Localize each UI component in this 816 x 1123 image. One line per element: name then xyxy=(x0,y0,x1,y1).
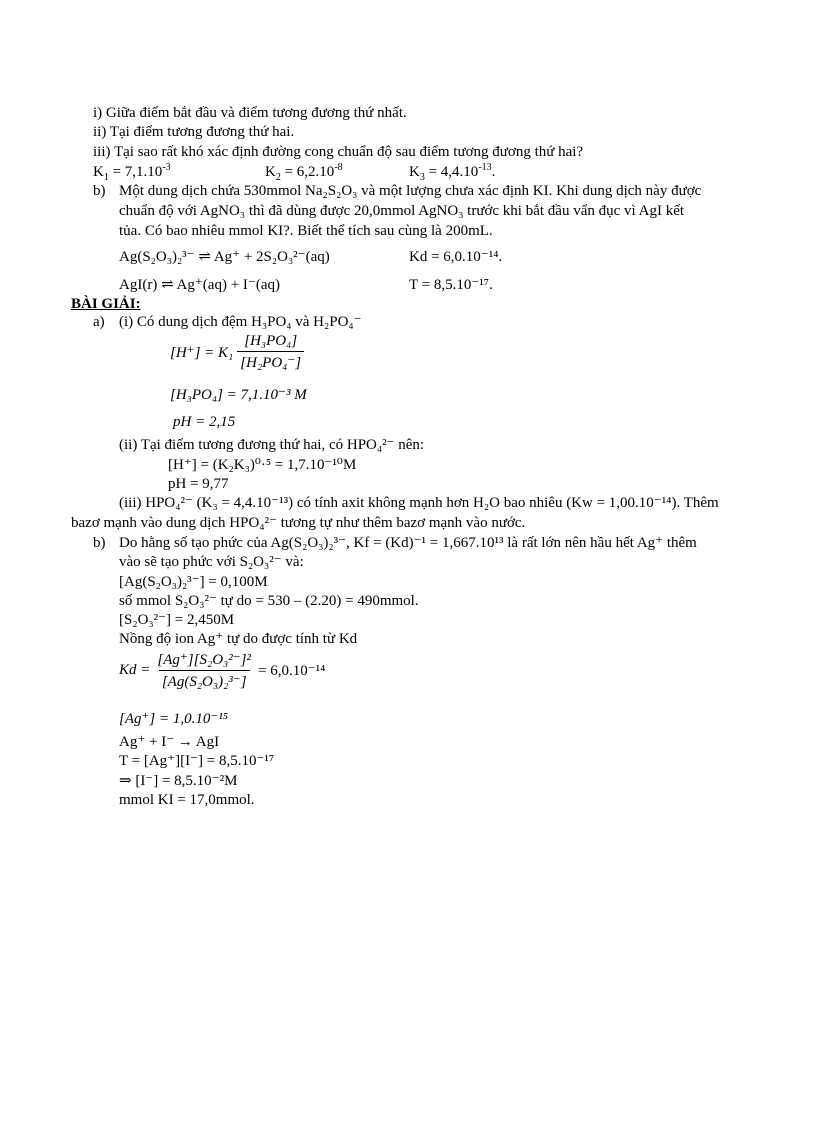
solution-b-line2: vào sẽ tạo phức với S₂O₃²⁻ và: xyxy=(119,554,304,570)
equilibrium-2: AgI(r) ⇌ Ag⁺(aq) + I⁻(aq) xyxy=(119,277,280,293)
solution-a-iii-line1: (iii) HPO₄²⁻ (K₃ = 4,4.10⁻¹³) có tính axit không mạnh hơn H₂O bao nhiêu (Kw = 1,00.10⁻¹⁴). Thêm xyxy=(119,495,719,511)
solution-a-ii-ph: pH = 9,77 xyxy=(168,476,229,492)
kd-given: Kd = 6,0.10⁻¹⁴. xyxy=(409,249,503,265)
solution-a-ii-h: [H⁺] = (K₂K₃)⁰·⁵ = 1,7.10⁻¹⁰M xyxy=(168,457,357,473)
solution-b-line5: [S₂O₃²⁻] = 2,450M xyxy=(119,612,235,628)
question-ii: ii) Tại điểm tương đương thứ hai. xyxy=(93,124,295,140)
equilibrium-1: Ag(S₂O₃)₂³⁻ ⇌ Ag⁺ + 2S₂O₃²⁻(aq) xyxy=(119,249,330,265)
buffer-equation xyxy=(170,333,304,372)
t-given: T = 8,5.10⁻¹⁷. xyxy=(409,277,493,293)
solution-b-line8: T = [Ag⁺][I⁻] = 8,5.10⁻¹⁷ xyxy=(119,753,275,769)
solution-b-line4: số mmol S₂O₃²⁻ tự do = 530 – (2.20) = 490mmol. xyxy=(119,593,419,609)
question-b-marker: b) xyxy=(93,183,106,199)
question-i: i) Giữa điểm bắt đầu và điểm tương đương thứ nhất. xyxy=(93,105,407,121)
kd-fraction xyxy=(154,650,254,691)
solution-b-line6: Nồng độ ion Ag⁺ tự do được tính từ Kd xyxy=(119,631,358,647)
buffer-fraction-numerator: [H₃PO₄] xyxy=(244,333,298,349)
buffer-fraction xyxy=(237,333,304,372)
solution-b-line1: Do hằng số tạo phức của Ag(S₂O₃)₂³⁻, Kf = (Kd)⁻¹ = 1,667.10¹³ là rất lớn nên hầu hết Ag⁺ thêm xyxy=(119,535,697,551)
kd-equation xyxy=(119,650,325,691)
solution-b-line10: mmol KI = 17,0mmol. xyxy=(119,792,255,808)
solution-a-iii-line2: bazơ mạnh vào dung dịch HPO₄²⁻ tương tự như thêm bazơ mạnh vào nước. xyxy=(71,515,526,531)
solution-b-marker: b) xyxy=(93,535,106,551)
solution-a-ii: (ii) Tại điểm tương đương thứ hai, có HPO₄²⁻ nên: xyxy=(119,437,425,453)
kd-equation-rhs: = 6,0.10⁻¹⁴ xyxy=(258,663,326,679)
solution-b-line3: [Ag(S₂O₃)₂³⁻] = 0,100M xyxy=(119,574,268,590)
k3-constant: $K_3 = 4,4.10^{-13}$. xyxy=(409,162,496,183)
k2-constant: $K_2 = 6,2.10^{-8}$ xyxy=(265,162,343,183)
h3po4-concentration: [H₃PO₄] = 7,1.10⁻³ M xyxy=(170,387,307,403)
solution-b-line9: ⇒ [I⁻] = 8,5.10⁻²M xyxy=(119,773,238,789)
k1-constant: $K_1 = 7,1.10^{-3}$ xyxy=(93,162,171,183)
ph-value-1: pH = 2,15 xyxy=(173,414,236,430)
solution-heading: BÀI GIẢI: xyxy=(71,296,141,312)
solution-a-marker: a) xyxy=(93,314,105,330)
ag-concentration: [Ag⁺] = 1,0.10⁻¹⁵ xyxy=(119,711,229,727)
kd-equation-lhs: Kd = xyxy=(119,662,151,678)
question-b-line2: chuẩn độ với AgNO₃ thì đã dùng được 20,0mmol AgNO₃ trước khi bắt đầu vẩn đục vì AgI kết xyxy=(119,203,685,219)
question-b-line1: Một dung dịch chứa 530mmol Na₂S₂O₃ và một lượng chưa xác định KI. Khi dung dịch này được xyxy=(119,183,702,199)
kd-fraction-denominator: [Ag(S₂O₃)₂³⁻] xyxy=(159,670,250,691)
question-b-line3: tủa. Có bao nhiêu mmol KI?. Biết thể tích sau cùng là 200mL. xyxy=(119,223,493,239)
solution-a-i: (i) Có dung dịch đệm H₃PO₄ và H₂PO₄⁻ xyxy=(119,314,362,330)
question-iii: iii) Tại sao rất khó xác định đường cong chuẩn độ sau điểm tương đương thứ hai? xyxy=(93,144,584,160)
buffer-equation-lhs: [H⁺] = K₁ xyxy=(170,345,234,361)
kd-fraction-numerator: [Ag⁺][S₂O₃²⁻]² xyxy=(157,652,251,668)
buffer-fraction-denominator: [H₂PO₄⁻] xyxy=(237,351,304,372)
solution-b-line7: Ag⁺ + I⁻ → AgI xyxy=(119,734,220,750)
